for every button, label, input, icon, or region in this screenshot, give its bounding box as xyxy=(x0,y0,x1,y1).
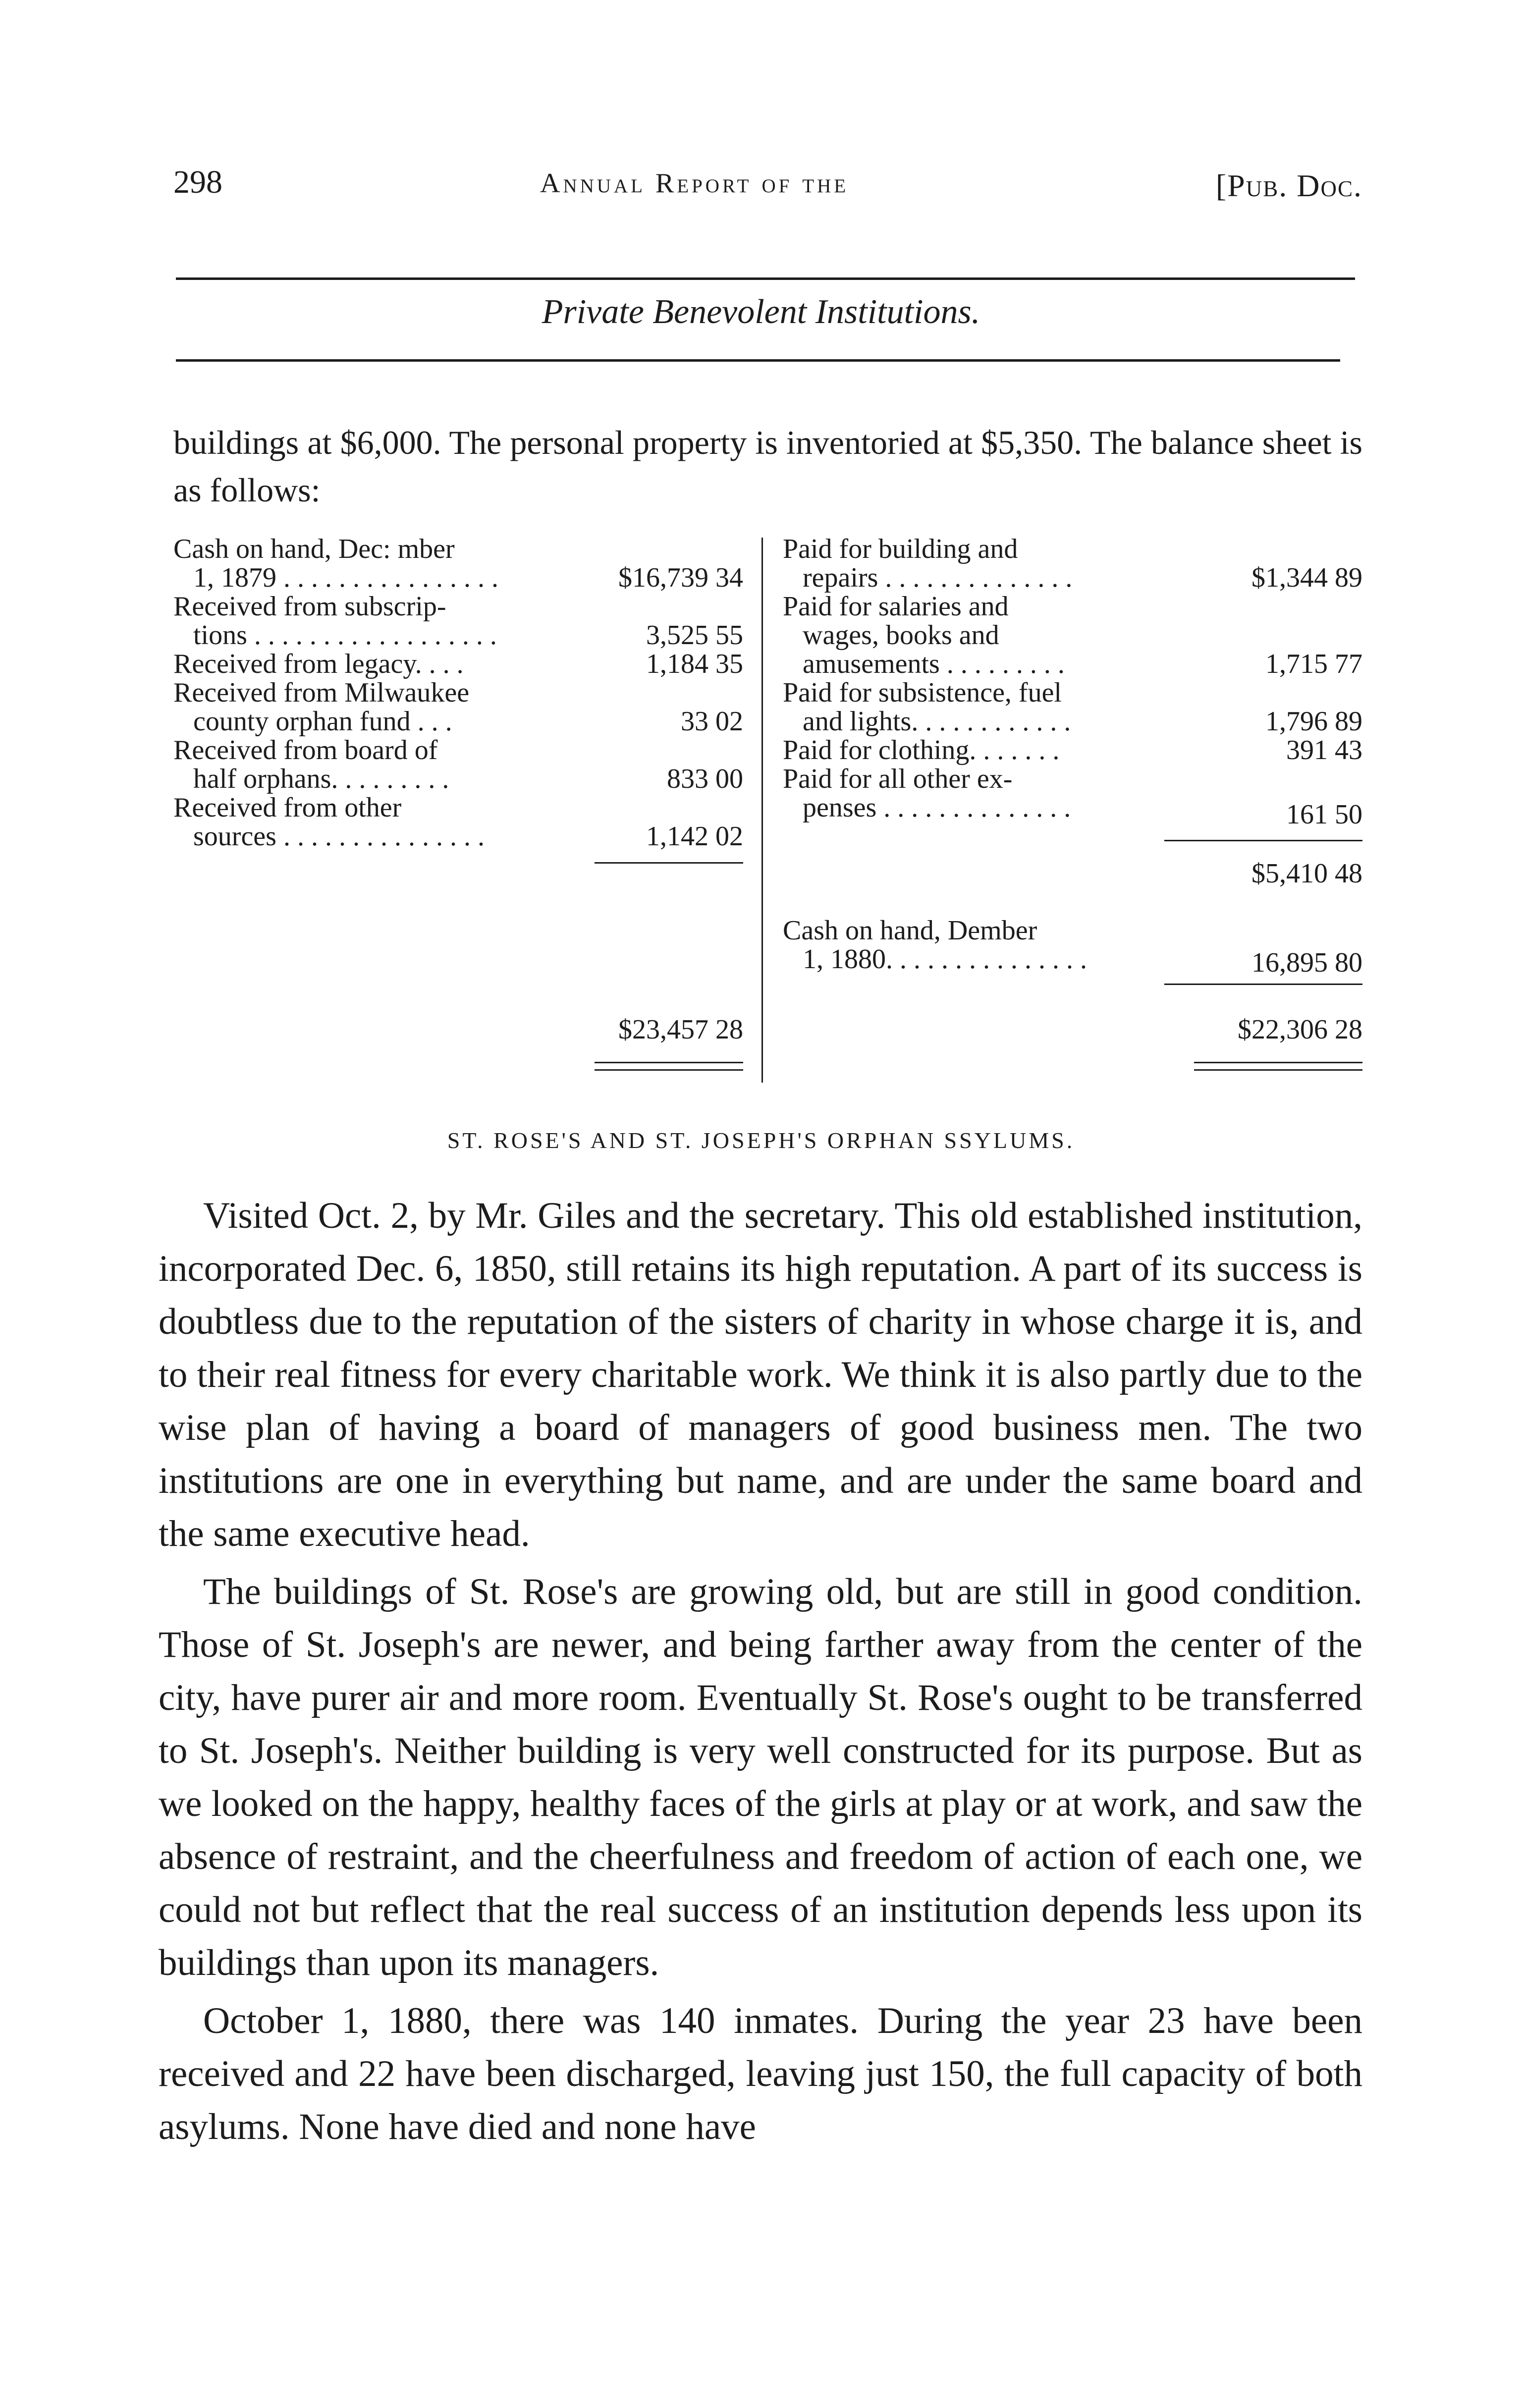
cash-on-hand-amount: 16,895 80 xyxy=(1251,947,1362,978)
receipts-total: $23,457 28 xyxy=(618,1014,743,1045)
receipt-label-line: Received from Milwaukee xyxy=(173,677,470,708)
paragraph: October 1, 1880, there was 140 inmates. During the year 23 have been received and 22 have been discharged, leaving just 150, the full capacity of both asylums. None have died and none have xyxy=(159,2000,1362,2147)
running-title: Annual Report of the xyxy=(540,168,849,199)
receipt-amount: 1,184 35 xyxy=(646,649,743,679)
receipt-amount: $16,739 34 xyxy=(618,562,743,593)
receipt-label-line: Received from legacy. . . . xyxy=(173,649,464,679)
body-text xyxy=(159,1189,1362,2158)
payment-label-line: Paid for subsistence, fuel xyxy=(783,677,1062,708)
header-rule xyxy=(176,277,1355,280)
payment-amount: 1,796 89 xyxy=(1265,706,1362,737)
payment-label-line: and lights. . . . . . . . . . . . xyxy=(803,706,1071,737)
receipt-amount: 3,525 55 xyxy=(646,620,743,651)
paragraph: Visited Oct. 2, by Mr. Giles and the secretary. This old established institution, incorporated Dec. 6, 1850, still retains its high reputation. A part of its success is doubtless due to the reputation of the sisters of charity in whose charge it is, and to their real fitness for every charitable work. We think it is also partly due to the wise plan of having a board of managers of good business men. The two institutions are one in everything but name, and are under the same board and the same executive head. xyxy=(159,1195,1362,1554)
section-heading: ST. ROSE'S AND ST. JOSEPH'S ORPHAN SSYLUMS. xyxy=(447,1128,1075,1153)
receipt-label-line: 1, 1879 . . . . . . . . . . . . . . . . xyxy=(193,562,498,593)
payment-label-line: wages, books and xyxy=(803,620,999,651)
document-reference: [Pub. Doc. xyxy=(1215,168,1362,203)
intro-paragraph: buildings at $6,000. The personal property is inventoried at $5,350. The balance sheet is as follows: xyxy=(173,424,1362,509)
payments-total-line xyxy=(1164,984,1362,985)
payments-sum-line xyxy=(1164,840,1362,841)
payment-amount: 391 43 xyxy=(1286,735,1362,766)
receipt-label-line: half orphans. . . . . . . . . xyxy=(193,764,449,794)
receipt-amount: 1,142 02 xyxy=(646,821,743,852)
payment-label-line: Paid for building and xyxy=(783,534,1018,564)
payment-amount: 1,715 77 xyxy=(1265,649,1362,679)
receipt-label-line: Cash on hand, Dec: mber xyxy=(173,534,455,564)
receipt-label-line: Received from other xyxy=(173,792,402,823)
page-number: 298 xyxy=(173,164,222,200)
receipt-label-line: Received from subscrip- xyxy=(173,591,446,622)
running-header xyxy=(173,164,1362,213)
payments-total-double-rule xyxy=(1194,1062,1362,1071)
payment-amount: $1,344 89 xyxy=(1251,562,1362,593)
payment-label-line: amusements . . . . . . . . . xyxy=(803,649,1065,679)
cash-on-hand-label-line: Cash on hand, Dember xyxy=(783,915,1037,946)
payments-total: $22,306 28 xyxy=(1238,1014,1362,1045)
receipt-label-line: tions . . . . . . . . . . . . . . . . . . xyxy=(193,620,497,651)
payment-label-line: repairs . . . . . . . . . . . . . . xyxy=(803,562,1073,593)
column-divider xyxy=(761,538,763,1083)
cash-on-hand-label-line: 1, 1880. . . . . . . . . . . . . . . xyxy=(803,944,1087,975)
receipt-label-line: county orphan fund . . . xyxy=(193,706,452,737)
subtitle-rule xyxy=(176,359,1340,362)
balance-sheet xyxy=(173,533,1362,1088)
payment-label-line: Paid for clothing. . . . . . . xyxy=(783,735,1060,766)
payments-subtotal: $5,410 48 xyxy=(1251,858,1362,889)
paragraph: The buildings of St. Rose's are growing old, but are still in good condition. Those of St. Joseph's are newer, and being farther away from the center of the city, have purer air and more room. Eventually St. Rose's ought to be transferred to St. Joseph's. Neither building is very well constructed for its purpose. But as we looked on the happy, healthy faces of the girls at play or at work, and saw the absence of restraint, and the cheerfulness and freedom of action of each one, we could not but reflect that the real success of an institution depends less upon its buildings than upon its managers. xyxy=(159,1571,1362,1983)
payment-label-line: Paid for salaries and xyxy=(783,591,1009,622)
receipt-amount: 33 02 xyxy=(681,706,743,737)
receipt-label-line: sources . . . . . . . . . . . . . . . xyxy=(193,821,485,852)
receipt-amount: 833 00 xyxy=(667,764,743,794)
payment-label-line: Paid for all other ex- xyxy=(783,764,1013,794)
receipts-sum-line xyxy=(595,862,743,864)
payment-amount: 161 50 xyxy=(1286,799,1362,830)
payment-label-line: penses . . . . . . . . . . . . . . xyxy=(803,792,1071,823)
receipt-label-line: Received from board of xyxy=(173,735,438,766)
section-subtitle: Private Benevolent Institutions. xyxy=(542,293,980,331)
receipts-total-double-rule xyxy=(595,1062,743,1071)
